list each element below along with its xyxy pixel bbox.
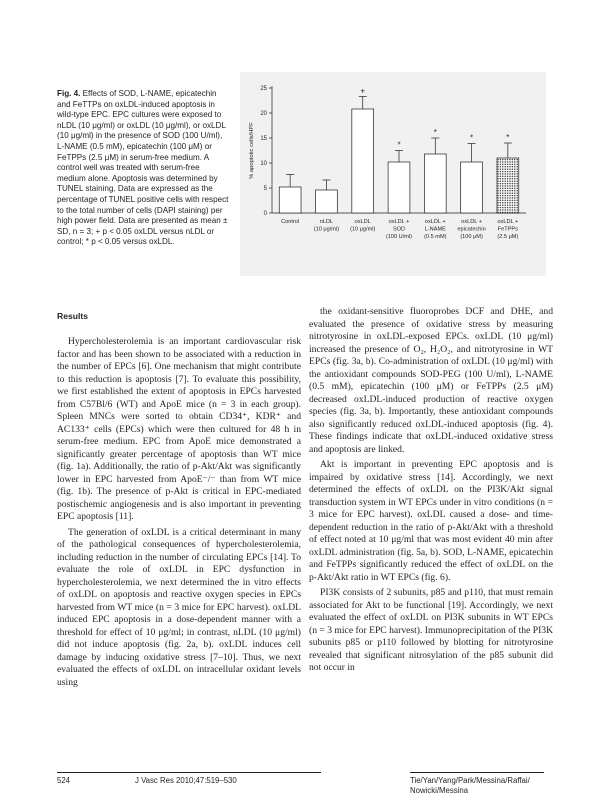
y-tick-label: 20 [260, 111, 267, 118]
y-tick-label: 15 [260, 136, 267, 143]
figure-caption [57, 89, 229, 248]
footer-rule-left [57, 772, 321, 773]
text-column-left [57, 336, 301, 689]
bar [352, 109, 374, 213]
figure-caption-label: Fig. 4. [57, 89, 81, 98]
significance-marker: * [470, 133, 474, 143]
paragraph: The generation of oxLDL is a critical determinant in many of the pathological consequences of hypercholesterolemia, including reduction in the number of circulating EPCs [14]. To evaluate the role of oxLDL in EPC dysfunction in hypercholesterolemia, we next determined the in vitro effects of oxLDL on apoptosis and reactive oxygen species in EPCs harvested from WT mice (n = 3 mice for EPC harvest). oxLDL induced EPC apoptosis in a dose-dependent manner with a threshold for effect of 10 μg/ml; in contrast, nLDL (10 μg/ml) did not induce apoptosis (fig. 2a, b). oxLDL induces cell damage by inducing oxidative stress [7–10]. Thus, we next evaluated the effects of oxLDL on intracellular oxidant levels using [57, 526, 301, 688]
significance-marker: * [397, 140, 401, 150]
y-tick-label: 0 [263, 211, 267, 218]
x-tick-label: oxLDL + [497, 219, 519, 225]
y-axis-label: % apoptotic cells/HPF [249, 122, 255, 179]
bar [497, 158, 519, 213]
section-heading-results: Results [57, 311, 89, 321]
running-authors-line-1: Tie/Yan/Yang/Park/Messina/Raffai/ [410, 776, 530, 785]
figure-panel [240, 72, 546, 276]
x-tick-label: nLDL [319, 219, 334, 225]
significance-marker: * [506, 133, 510, 142]
x-tick-label: (100 U/ml) [385, 234, 413, 241]
x-tick-label: (2.5 μM) [497, 234, 519, 241]
bar [388, 162, 410, 213]
x-tick-label: (0.5 mM) [424, 234, 447, 241]
running-authors-line-2: Nowicki/Messina [410, 786, 469, 795]
paragraph: Hypercholesterolemia is an important cardiovascular risk factor and has been shown to be associated with a reduction in the number of EPCs [6]. One mechanism that might contribute to this reduction is apoptosis [7]. To evaluate this possibility, we first established the extent of apoptosis in EPCs harvested from C57Bl/6 (WT) and ApoE mice (n = 3 in each group). Spleen MNCs were sorted to obtain CD34⁺, KDR⁺ and AC133⁺ cells (EPCs) which were then cultured for 48 h in serum-free medium. EPC from ApoE mice demonstrated a significantly greater percentage of apoptosis than WT mice (fig. 1a). Additionally, the ratio of p-Akt/Akt was significantly lower in EPC harvested from ApoE⁻/⁻ than from WT mice (fig. 1b). The presence of p-Akt is critical in EPC-mediated postischemic angiogenesis and is also important in preventing EPC apoptosis [11]. [57, 336, 301, 522]
x-tick-label: epicatechin [457, 226, 486, 233]
footer-rule-right [410, 772, 544, 773]
x-tick-label: (10 μg/ml) [313, 226, 340, 233]
journal-citation: J Vasc Res 2010;47:519–530 [135, 776, 237, 785]
text-column-right [309, 306, 553, 675]
bar-chart [240, 72, 546, 276]
x-tick-label: Control [281, 219, 300, 225]
x-tick-label: oxLDL [354, 219, 371, 225]
bar [424, 154, 446, 213]
x-tick-label: oxLDL + [388, 219, 410, 225]
paragraph: PI3K consists of 2 subunits, p85 and p110, that must remain associated for Akt to be functional [19]. Accordingly, we next evaluated the effect of oxLDL on PI3K subunits in WT EPCs (n = 3 mice for EPC harvest). Immunoprecipitation of the PI3K subunits p85 or p110 followed by blotting for nitrotyrosine revealed that significant nitrosylation of the p85 subunit did not occur in [309, 587, 553, 673]
y-tick-label: 10 [260, 161, 267, 168]
x-tick-label: FeTPPs [497, 226, 518, 233]
bar [316, 190, 338, 213]
x-tick-label: (100 μM) [460, 234, 483, 241]
x-tick-label: oxLDL + [424, 219, 446, 225]
y-tick-label: 25 [260, 86, 267, 93]
paragraph: Akt is important in preventing EPC apoptosis and is impaired by oxidative stress [14]. Accordingly, we next determined the effects of oxLDL on the PI3K/Akt signal transduction system in WT EPCs under in vitro conditions (n = 3 mice for EPC harvest). oxLDL caused a dose- and time-dependent reduction in the ratio of p-Akt/Akt with a threshold of effect noted at 10 μg/ml that was most evident 40 min after oxLDL administration (fig. 5a, b). SOD, L-NAME, epicatechin and FeTPPs significantly reduced the effect of oxLDL on the p-Akt/Akt ratio in WT EPCs (fig. 6). [309, 459, 553, 583]
x-tick-label: L-NAME [424, 226, 446, 233]
y-tick-label: 5 [263, 186, 267, 193]
x-tick-label: (10 μg/ml) [350, 226, 376, 233]
bar [461, 162, 483, 213]
paragraph: the oxidant-sensitive fluoroprobes DCF and DHE, and evaluated the presence of oxidative stress by measuring nitrotyrosine in oxLDL-exposed EPCs. oxLDL (10 μg/ml) increased the presence of O₂, H₂O₂, and nitrotyrosine in WT EPCs (fig. 3a, b). Co-administration of oxLDL (10 μg/ml) with the antioxidant compounds SOD-PEG (100 U/ml), L-NAME (0.5 mM), epicatechin (100 μM) or FeTPPs (2.5 μM) decreased oxLDL-induced production of reactive oxygen species (fig. 3a, b). Importantly, these antioxidant compounds also significantly reduced oxLDL-induced apoptosis (fig. 4). These findings indicate that oxLDL-induced oxidative stress and apoptosis are linked. [309, 306, 553, 455]
x-tick-label: SOD [392, 226, 406, 233]
figure-caption-text: Effects of SOD, L-NAME, epicatechin and FeTTPs on oxLDL-induced apoptosis in wild-type EPC. EPC cultures were exposed to nLDL (10 μg/ml) or oxLDL (10 μg/ml), or oxLDL (10 μg/ml) in the presence of SOD (100 U/ml), L-NAME (0.5 mM), epicatechin (100 μM) or FeTPPs (2.5 μM) in serum-free medium. A control well was treated with serum-free medium alone. Apoptosis was determined by TUNEL staining. Data are expressed as the percentage of TUNEL positive cells with respect to the total number of cells (DAPI staining) per high power field. Data are presented as mean ± SD, n = 3; + p < 0.05 oxLDL versus nLDL or control; * p < 0.05 versus oxLDL. [57, 89, 229, 247]
bar [279, 187, 301, 213]
x-tick-label: oxLDL + [461, 219, 482, 225]
significance-marker: * [433, 128, 437, 137]
significance-marker: + [360, 86, 366, 96]
page-number: 524 [57, 776, 71, 785]
